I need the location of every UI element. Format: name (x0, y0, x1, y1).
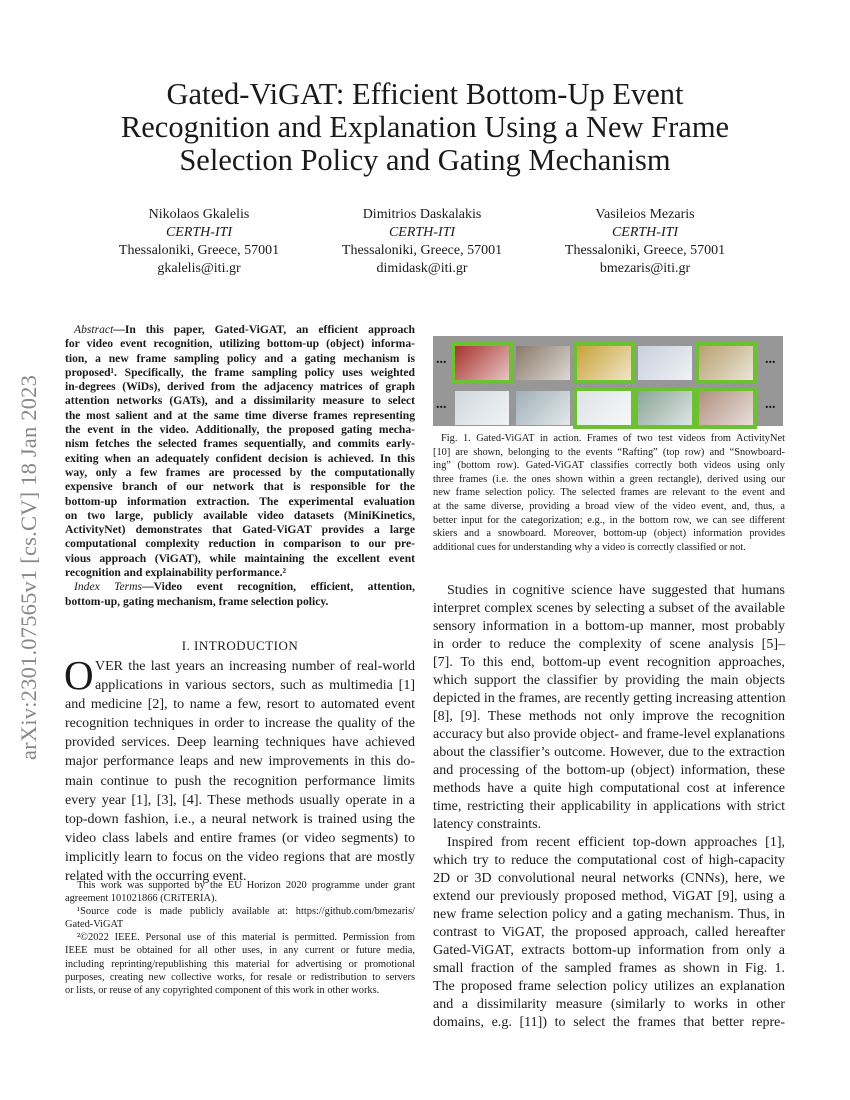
author-email: gkalelis@iti.gr (157, 261, 241, 276)
title-line: Recognition and Explanation Using a New Frame (120, 110, 730, 144)
text-line: tion, a new frame sampling policy and a gating mechanism is (65, 351, 415, 365)
text-line: the most salient and at the same time diverse frames representing (65, 408, 415, 422)
text-line: The proposed frame selection policy utilizes an explanation (433, 979, 785, 994)
text-line: bottom-up, gating mechanism, frame selection policy. (65, 594, 329, 608)
text-line: Gated-ViGAT, extracts bottom-up information from only a (433, 943, 785, 958)
caption-line (433, 432, 785, 446)
footnote-line: agreement 101021866 (CRiTERIA). (65, 893, 218, 905)
text-line: main continue to push the recognition performance limits (65, 773, 415, 789)
footnotes (65, 879, 415, 997)
text-line: attention networks (GATs), and a dissimilarity measure to select (65, 394, 415, 408)
text-line: recognition and explainability performance.² (65, 566, 286, 580)
text-line: provided services. Deep learning techniques have achieved (65, 735, 415, 751)
text-line: and a dissimilarity measure (similarly to works in other (433, 997, 785, 1012)
caption-line: better input for the categorization; e.g., in the bottom row, we can see different (433, 514, 785, 526)
text-line: expensive branch of our network that is responsible for the (65, 480, 415, 494)
caption-line: skiers and a snowboard. Moreover, bottom-up (object) information provides (433, 528, 785, 540)
footnote-line: or lists, or reuse of any copyrighted component of this work in other works. (65, 984, 380, 996)
text-line: contrast to ViGAT, the proposed approach, called hereafter (433, 925, 785, 940)
lead-term: Abstract (74, 323, 114, 336)
right-column-body (433, 582, 785, 1032)
text-line: bottom-up information extraction. The experimental evaluation (65, 494, 415, 508)
abstract (65, 323, 415, 609)
text-line: domains, e.g. [11]) to select the frames that better repre- (433, 1015, 785, 1030)
ellipsis-right: ... (765, 397, 776, 412)
text-line: VER the last years an increasing number of real-world (95, 659, 415, 674)
figure-caption (433, 432, 785, 554)
text-line: for video event recognition, utilizing bottom-up (object) informa- (65, 337, 415, 351)
text-line: computational complexity reduction in comparison to our pre- (65, 537, 415, 551)
text-line: Studies in cognitive science have suggested that humans (447, 583, 785, 598)
text-line: which support the classifier by providing the main objects (433, 673, 785, 688)
ellipsis-left: ... (436, 352, 447, 367)
text-line: video class labels and entire frames (or video segments) to (65, 830, 415, 846)
introduction-paragraph (64, 652, 415, 886)
drop-cap: O (64, 652, 94, 698)
author-1 (84, 206, 314, 278)
caption-line: [10] are shown, belonging to the events “Rafting” (top row) and “Snowboard- (433, 446, 785, 458)
text-line: vious approach (ViGAT), while maintaining the excellent event (65, 551, 415, 565)
text-line: top-down fashion, i.e., a neural network is trained using the (65, 811, 415, 827)
lead-term: Fig. 1. (441, 433, 471, 444)
caption-line: additional cues for understanding why a video is correctly classified or not. (433, 541, 746, 553)
author-email: dimidask@iti.gr (376, 261, 468, 276)
author-affiliation: CERTH-ITI (611, 225, 679, 240)
selected-video-frame (699, 391, 753, 425)
text-line: applications in various sectors, such as multimedia [1] (95, 678, 415, 694)
lead-term: Index Terms (74, 580, 143, 594)
text-line: small fraction of the sampled frames as shown in Fig. 1. (433, 961, 785, 976)
text-line: which try to reduce the computational cost of high-capacity (433, 853, 785, 868)
author-2 (307, 206, 537, 278)
text-line: nism fetches the selected frames sequentially, and commits early- (65, 437, 415, 451)
author-location: Thessaloniki, Greece, 57001 (564, 243, 726, 258)
caption-line: new frame selection policy. The selected frames are relevant to the event and (433, 487, 785, 499)
text-line: 2D or 3D convolutional neural networks (CNNs), here, we (433, 871, 785, 886)
text-line: on two large, publicly available video datasets (MiniKinetics, (65, 508, 415, 522)
footnote-line: IEEE must be obtained for all other uses, in any current or future media, (65, 945, 415, 957)
footnote-line: purposes, creating new collective works, for resale or redistribution to servers (65, 971, 415, 983)
title-line: Gated-ViGAT: Efficient Bottom-Up Event (166, 77, 684, 111)
author-3 (530, 206, 760, 278)
text-line: related with the occurring event. (65, 869, 247, 885)
author-location: Thessaloniki, Greece, 57001 (118, 243, 280, 258)
arxiv-stamp: arXiv:2301.07565v1 [cs.CV] 18 Jan 2023 (16, 374, 41, 760)
text-line: about the classifier’s outcome. However, due to the extraction (433, 745, 785, 760)
author-name: Vasileios Mezaris (595, 207, 695, 222)
footnote-line: ¹Source code is made publicly available at: https://github.com/bmezaris/ (77, 906, 415, 918)
text-line: [7]. To this end, bottom-up event recognition approaches, (433, 655, 785, 670)
selected-video-frame (577, 391, 631, 425)
text-line: accuracy but also provide object- and frame-level explanations (433, 727, 785, 742)
text-line: proposed¹. Specifically, the frame sampling policy uses weighted (65, 365, 415, 379)
line-text: —Video event recognition, efficient, attention, (142, 580, 415, 594)
video-frame (638, 346, 692, 380)
section-heading: I. INTRODUCTION (181, 638, 299, 653)
text-line: and processing of the bottom-up (object) information, these (433, 763, 785, 778)
text-line (65, 323, 415, 337)
text-line: the event in the video. Additionally, the proposed gating mecha- (65, 423, 415, 437)
selected-video-frame (638, 391, 692, 425)
text-line: and medicine [2], to name a few, resort to automated event (65, 697, 415, 713)
author-email: bmezaris@iti.gr (599, 261, 691, 276)
selected-video-frame (577, 346, 631, 380)
line-text: Gated-ViGAT in action. Frames of two test videos from ActivityNet (470, 433, 785, 444)
text-line: implicitly learn to focus on the video regions that are mostly (65, 849, 415, 865)
caption-line: at the same diverse, providing a broad view of the video event, and, thus, a (433, 500, 785, 512)
text-line: depicted in the frames, are recently getting increasing attention (433, 691, 786, 706)
text-line: methods have a quite high computational cost at inference (433, 781, 785, 796)
video-frame (455, 391, 509, 425)
author-location: Thessaloniki, Greece, 57001 (341, 243, 503, 258)
text-line: exiting when an adequately confident decision is achieved. In this (65, 451, 415, 465)
text-line: major performance leaps and new improvements in this do- (65, 754, 415, 770)
text-line: recognition techniques in order to increase the quality of the (65, 716, 415, 732)
text-line: Inspired from recent efficient top-down approaches [1], (447, 835, 785, 850)
text-line: extend our previously proposed method, ViGAT [9], using a (433, 889, 785, 904)
author-affiliation: CERTH-ITI (165, 225, 233, 240)
text-line: in-degrees (WiDs), derived from the adjacency matrices of graph (65, 380, 415, 394)
text-line: time, restricting their applicability in applications with strict (433, 799, 785, 814)
footnote-line: including reprinting/republishing this material for advertising or promotional (65, 958, 415, 970)
text-line: [8], [9]. These methods not only improve the recognition (433, 709, 785, 724)
footnote-line: Gated-ViGAT (65, 919, 124, 931)
title-line: Selection Policy and Gating Mechanism (179, 143, 671, 177)
text-line: ActivityNet) demonstrates that Gated-ViGAT provides a large (65, 523, 415, 537)
text-line: every year [1], [3], [4]. These methods usually operate in a (65, 792, 415, 808)
footnote-line: ²©2022 IEEE. Personal use of this material is permitted. Permission from (77, 932, 415, 944)
text-line: sensory information in a bottom-up manner, most probably (433, 619, 785, 634)
video-frame (516, 391, 570, 425)
caption-line: three frames (i.e. the ones shown within a green rectangle), derived using our (433, 473, 785, 485)
author-name: Nikolaos Gkalelis (148, 207, 250, 222)
selected-video-frame (699, 346, 753, 380)
text-line: interpret complex scenes by selecting a subset of the available (433, 601, 785, 616)
video-frame (516, 346, 570, 380)
text-line: latency constraints. (433, 817, 542, 832)
ellipsis-left: ... (436, 397, 447, 412)
footnote-line: This work was supported by the EU Horizon 2020 programme under grant (77, 880, 415, 891)
ellipsis-right: ... (765, 352, 776, 367)
text-line: way, only a few frames are processed by the computationally (65, 465, 415, 479)
paper-title (0, 78, 850, 177)
text-line: in order to reduce the complexity of scene analysis [5]– (433, 637, 785, 652)
text-line (65, 580, 415, 594)
author-name: Dimitrios Daskalakis (362, 207, 482, 222)
text-line: new frame selection policy and a gating mechanism. Thus, in (433, 907, 785, 922)
figure-1 (433, 336, 783, 426)
caption-line: ing” (bottom row). Gated-ViGAT classifies correctly both videos using only (433, 460, 785, 472)
line-text: —In this paper, Gated-ViGAT, an efficient approach (113, 323, 415, 336)
selected-video-frame (455, 346, 509, 380)
author-affiliation: CERTH-ITI (388, 225, 456, 240)
